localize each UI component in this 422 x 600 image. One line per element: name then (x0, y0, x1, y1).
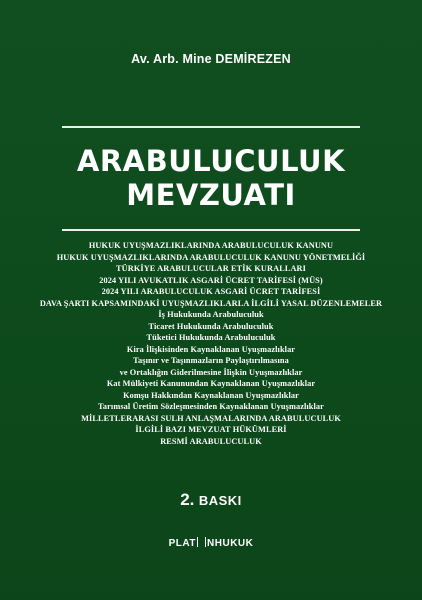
publisher-name-part: PLAT (168, 538, 197, 549)
top-divider (62, 126, 360, 128)
contents-item: İş Hukukunda Arabuluculuk (158, 310, 264, 319)
contents-item: Taşınır ve Taşınmazların Paylaştırılmasına (133, 356, 289, 365)
contents-item: Komşu Hakkından Kaynaklanan Uyuşmazlıklar (123, 390, 299, 400)
contents-item: Tüketici Hukukunda Arabuluculuk (146, 333, 276, 342)
edition-word: BASKI (198, 493, 242, 508)
contents-item: MİLLETLERARASI SULH ANLAŞMALARINDA ARABULUCULUK (81, 413, 341, 423)
title-line-2: MEVZUATI (126, 178, 296, 212)
edition-label (0, 490, 422, 510)
book-title (0, 144, 422, 212)
publisher-name-part: N (207, 538, 215, 549)
contents-item: Kat Mülkiyeti Kanunundan Kaynaklanan Uyuşmazlıklar (106, 379, 316, 388)
publisher-name-part: HUKUK (214, 538, 254, 549)
contents-item: HUKUK UYUŞMAZLIKLARINDA ARABULUCULUK KANUNU (88, 241, 334, 250)
contents-item: Kira İlişkisinden Kaynaklanan Uyuşmazlıklar (126, 344, 296, 354)
pillar-icon (197, 537, 206, 547)
middle-divider (62, 229, 360, 231)
edition-number: 2. (180, 490, 195, 509)
contents-item: 2024 YILI ARABULUCULUK ASGARİ ÜCRET TARİFESİ (101, 287, 321, 296)
contents-item: Ticaret Hukukunda Arabuluculuk (148, 321, 274, 331)
contents-item: Tarımsal Üretim Sözleşmesinden Kaynaklanan Uyuşmazlıklar (98, 402, 324, 411)
contents-item: TÜRKİYE ARABULUCULAR ETİK KURALLARI (116, 264, 306, 273)
author-name: Av. Arb. Mine DEMİREZEN (131, 52, 291, 66)
contents-list (20, 240, 402, 447)
contents-item: İLGİLİ BAZI MEVZUAT HÜKÜMLERİ (135, 425, 287, 434)
contents-item: RESMİ ARABULUCULUK (160, 436, 262, 446)
contents-item: HUKUK UYUŞMAZLIKLARINDA ARABULUCULUK KANUNU YÖNETMELİĞİ (56, 252, 366, 262)
contents-item: ve Ortaklığın Giderilmesine İlişkin Uyuşmazlıklar (119, 367, 303, 377)
title-line-1: ARABULUCULUK (76, 144, 346, 178)
contents-item: DAVA ŞARTI KAPSAMINDAKİ UYUŞMAZLIKLARLA İLGİLİ YASAL DÜZENLEMELER (39, 298, 383, 308)
contents-item: 2024 YILI AVUKATLIK ASGARİ ÜCRET TARİFESİ (MÜS) (99, 275, 323, 285)
publisher-logo (0, 537, 422, 549)
